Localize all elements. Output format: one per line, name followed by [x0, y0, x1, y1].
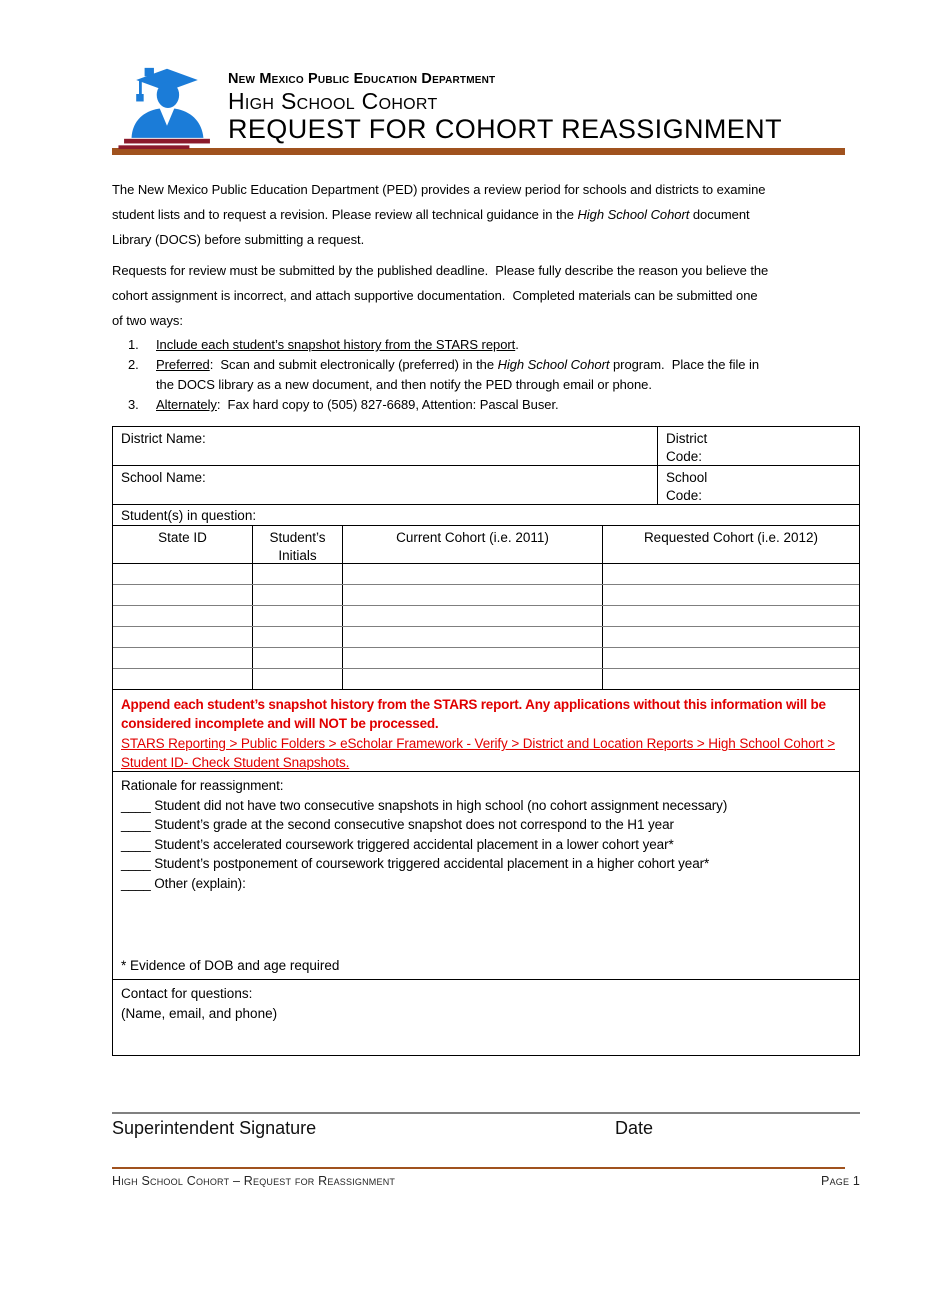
student-table-header-row — [113, 526, 859, 564]
district-name-field: District Name: — [113, 427, 658, 465]
intro-line-3: Library (DOCS) before submitting a request. — [112, 232, 365, 247]
student-row-empty — [113, 669, 859, 690]
cell-initials — [253, 606, 343, 626]
list-item-1-underlined: Include each student’s snapshot history from the STARS report — [156, 337, 516, 352]
submission-methods-list — [112, 335, 860, 415]
intro-line-2-italic: High School Cohort — [577, 207, 690, 222]
school-row — [113, 466, 859, 505]
cell-state-id — [113, 606, 253, 626]
school-name-field: School Name: — [113, 466, 658, 504]
list-item-1-rest: . — [515, 337, 519, 352]
cell-initials — [253, 627, 343, 647]
cell-state-id — [113, 627, 253, 647]
rationale-option-5: ____ Other (explain): — [121, 875, 246, 891]
school-code-label-line2: Code: — [666, 488, 703, 503]
cell-current-cohort — [343, 627, 603, 647]
submission-line-3: of two ways: — [112, 313, 183, 328]
contact-label-line1: Contact for questions: — [121, 986, 253, 1001]
cell-requested-cohort — [603, 606, 859, 626]
footer-accent-rule — [112, 1167, 845, 1169]
contact-label-line2: (Name, email, and phone) — [121, 1005, 278, 1021]
column-header-requested-cohort: Requested Cohort (i.e. 2012) — [643, 530, 819, 545]
list-item-3 — [112, 395, 860, 415]
cell-current-cohort — [343, 648, 603, 668]
student-row-empty — [113, 564, 859, 585]
stars-note-cell — [113, 690, 859, 771]
cell-state-id — [113, 585, 253, 605]
signature-line — [112, 1112, 860, 1114]
signature-block — [112, 1112, 860, 1140]
district-code-field — [658, 427, 859, 465]
date-label: Date — [615, 1118, 654, 1138]
header-accent-bar — [112, 148, 845, 155]
students-in-question-label: Student(s) in question: — [121, 508, 257, 523]
column-header-current-cohort: Current Cohort (i.e. 2011) — [343, 526, 603, 563]
column-header-initials — [253, 526, 343, 563]
column-header-initials-line1: Student’s — [269, 530, 326, 545]
list-item-2a: : Scan and submit electronically (preferred) in the — [209, 357, 498, 372]
list-item-2-number: 2. — [128, 357, 139, 372]
cell-requested-cohort — [603, 648, 859, 668]
graduate-logo-icon — [116, 66, 218, 150]
list-item-2 — [112, 355, 860, 395]
district-row — [113, 427, 859, 466]
cell-state-id — [113, 669, 253, 689]
list-item-3-number: 3. — [128, 397, 139, 412]
dob-evidence-footnote: * Evidence of DOB and age required — [121, 958, 340, 973]
cell-requested-cohort — [603, 627, 859, 647]
intro-line-2a: student lists and to request a revision. Please review all technical guidance in the — [112, 207, 578, 222]
student-row-empty — [113, 648, 859, 669]
intro-line-1: The New Mexico Public Education Department (PED) provides a review period for schools and districts to examine — [112, 182, 766, 197]
list-item-2b: program. Place the file in — [609, 357, 760, 372]
students-in-question-row — [113, 505, 859, 526]
rationale-option-3: ____ Student’s accelerated coursework triggered accidental placement in a lower cohort year* — [121, 836, 674, 852]
page-title: REQUEST FOR COHORT REASSIGNMENT — [228, 113, 782, 144]
cell-current-cohort — [343, 564, 603, 584]
cell-current-cohort — [343, 585, 603, 605]
district-code-label-line1: District — [666, 431, 708, 446]
list-item-2-underlined: Preferred — [156, 357, 210, 372]
list-item-3-underlined: Alternately — [156, 397, 217, 412]
list-item-2-line-2: the DOCS library as a new document, and then notify the PED through email or phone. — [156, 377, 652, 392]
list-item-2-text — [156, 355, 759, 395]
rationale-blank-space — [121, 893, 727, 956]
rationale-option-4: ____ Student’s postponement of coursework triggered accidental placement in a higher cohort year* — [121, 856, 710, 871]
contact-cell — [113, 980, 285, 1055]
submission-line-2: cohort assignment is incorrect, and attach supportive documentation. Completed materials can be submitted one — [112, 288, 758, 303]
submission-paragraph — [112, 258, 860, 333]
cell-current-cohort — [343, 606, 603, 626]
intro-paragraph — [112, 177, 860, 252]
program-name: High School Cohort — [228, 87, 438, 114]
student-row-empty — [113, 627, 859, 648]
list-item-3-text — [156, 395, 559, 415]
school-code-field — [658, 466, 859, 504]
list-item-1 — [112, 335, 860, 355]
list-item-3-rest: : Fax hard copy to (505) 827-6689, Attention: Pascal Buser. — [216, 397, 559, 412]
footer-page-number: Page 1 — [821, 1174, 860, 1188]
rationale-option-1: ____ Student did not have two consecutive snapshots in high school (no cohort assignment necessary) — [121, 797, 728, 813]
stars-note-row — [113, 690, 859, 772]
rationale-row — [113, 772, 859, 980]
intro-line-2 — [112, 202, 860, 227]
cell-requested-cohort — [603, 585, 859, 605]
rationale-option-2: ____ Student’s grade at the second consecutive snapshot does not correspond to the H1 year — [121, 817, 674, 832]
list-item-1-text — [156, 335, 519, 355]
school-code-label-line1: School — [666, 470, 708, 485]
intro-line-2c: document — [689, 207, 750, 222]
cell-requested-cohort — [603, 564, 859, 584]
cell-initials — [253, 648, 343, 668]
list-item-2-italic: High School Cohort — [497, 357, 610, 372]
document-header — [112, 66, 860, 148]
rationale-title: Rationale for reassignment: — [121, 778, 284, 793]
contact-row — [113, 980, 859, 1055]
list-item-1-number: 1. — [128, 337, 139, 352]
cell-initials — [253, 564, 343, 584]
student-row-empty — [113, 585, 859, 606]
footer-document-title: High School Cohort – Request for Reassignment — [112, 1174, 396, 1188]
cell-current-cohort — [343, 669, 603, 689]
cell-requested-cohort — [603, 669, 859, 689]
list-item-2-line-1 — [156, 355, 759, 375]
signature-labels — [112, 1118, 860, 1140]
page-footer — [112, 1167, 860, 1188]
submission-line-1: Requests for review must be submitted by the published deadline. Please fully describe the reason you believe the — [112, 263, 769, 278]
column-header-state-id: State ID — [113, 526, 253, 563]
cell-state-id — [113, 564, 253, 584]
superintendent-signature-label: Superintendent Signature — [112, 1118, 317, 1138]
student-row-empty — [113, 606, 859, 627]
cell-state-id — [113, 648, 253, 668]
document-page — [0, 66, 950, 1296]
stars-report-path: STARS Reporting > Public Folders > eScholar Framework - Verify > District and Location Reports > High School Cohort > Student ID- Check Student Snapshots. — [121, 736, 835, 770]
district-code-label-line2: Code: — [666, 449, 703, 464]
rationale-cell — [113, 772, 735, 979]
agency-name: New Mexico Public Education Department — [228, 71, 496, 87]
stars-note-bold-text: Append each student’s snapshot history from the STARS report. Any applications without this information will be considered incomplete and will NOT be processed. — [121, 697, 826, 731]
cell-initials — [253, 585, 343, 605]
cell-initials — [253, 669, 343, 689]
column-header-initials-line2: Initials — [278, 547, 317, 563]
request-form-table — [112, 426, 860, 1056]
